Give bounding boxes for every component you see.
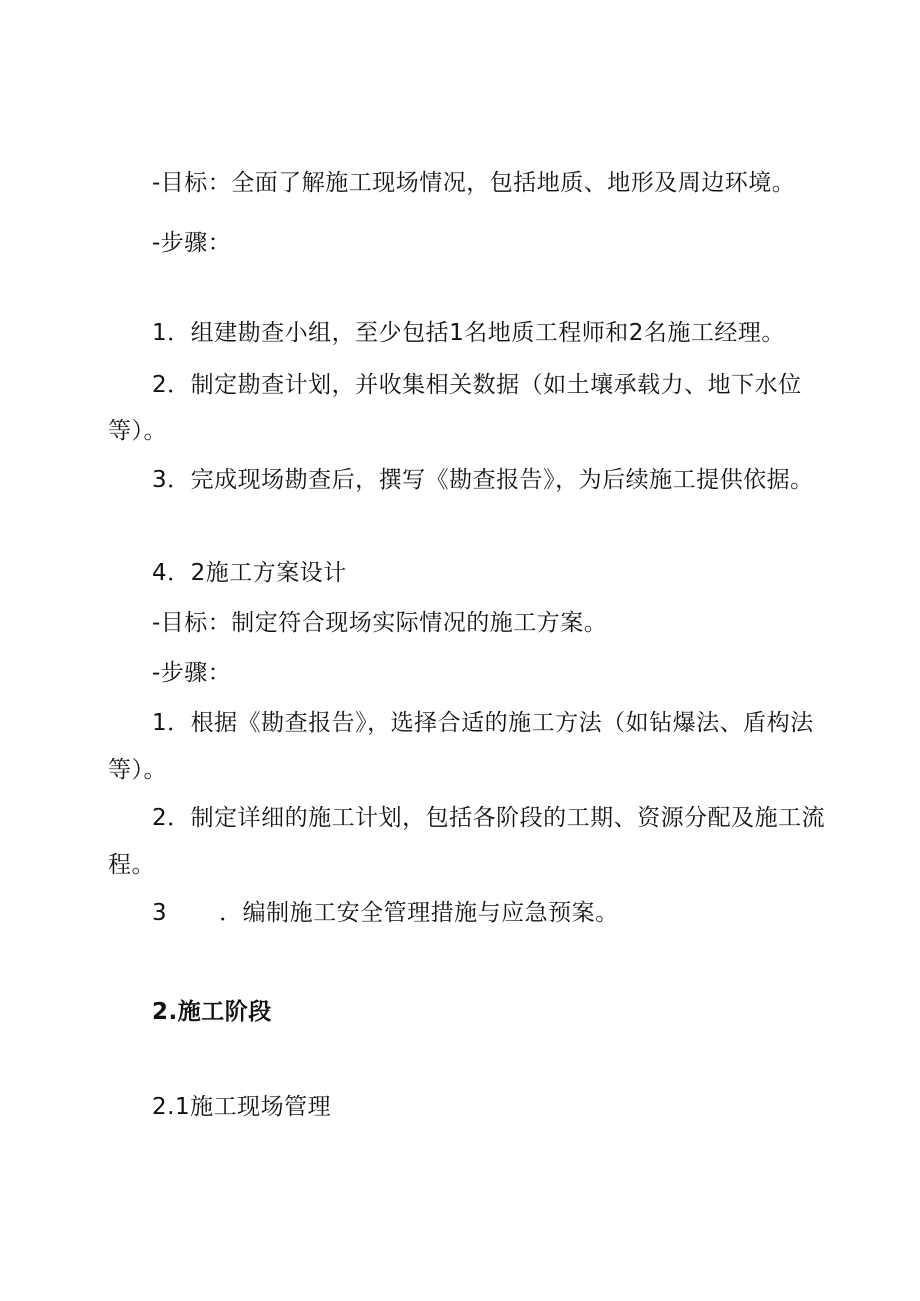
design-step-2-line-2: 程。 <box>108 852 155 878</box>
design-step-3-text: ．编制施工安全管理措施与应急预案。 <box>219 900 619 926</box>
design-goal: -目标：制定符合现场实际情况的施工方案。 <box>152 610 608 636</box>
survey-step-3: 3．完成现场勘查后，撰写《勘查报告》，为后续施工提供依据。 <box>152 467 814 493</box>
section-heading-4-2: 4．2施工方案设计 <box>152 560 347 586</box>
design-step-1-line-1: 1．根据《勘查报告》，选择合适的施工方法（如钻爆法、盾构法 <box>152 710 814 736</box>
design-step-3 <box>152 898 619 928</box>
survey-step-2-line-1: 2．制定勘查计划，并收集相关数据（如土壤承载力、地下水位 <box>152 372 802 398</box>
section-heading-2-1: 2.1施工现场管理 <box>152 1094 332 1120</box>
survey-step-1: 1．组建勘查小组，至少包括1名地质工程师和2名施工经理。 <box>152 320 785 346</box>
design-step-2-line-1: 2．制定详细的施工计划，包括各阶段的工期、资源分配及施工流 <box>152 805 826 831</box>
design-step-1-line-2: 等）。 <box>108 757 167 783</box>
survey-steps-label: -步骤： <box>152 230 232 256</box>
design-step-3-number: 3 <box>152 900 168 926</box>
section-heading-2: 2.施工阶段 <box>152 999 272 1025</box>
design-steps-label: -步骤： <box>152 660 232 686</box>
survey-goal: -目标：全面了解施工现场情况，包括地质、地形及周边环境。 <box>152 170 796 196</box>
survey-step-2-line-2: 等）。 <box>108 418 167 444</box>
